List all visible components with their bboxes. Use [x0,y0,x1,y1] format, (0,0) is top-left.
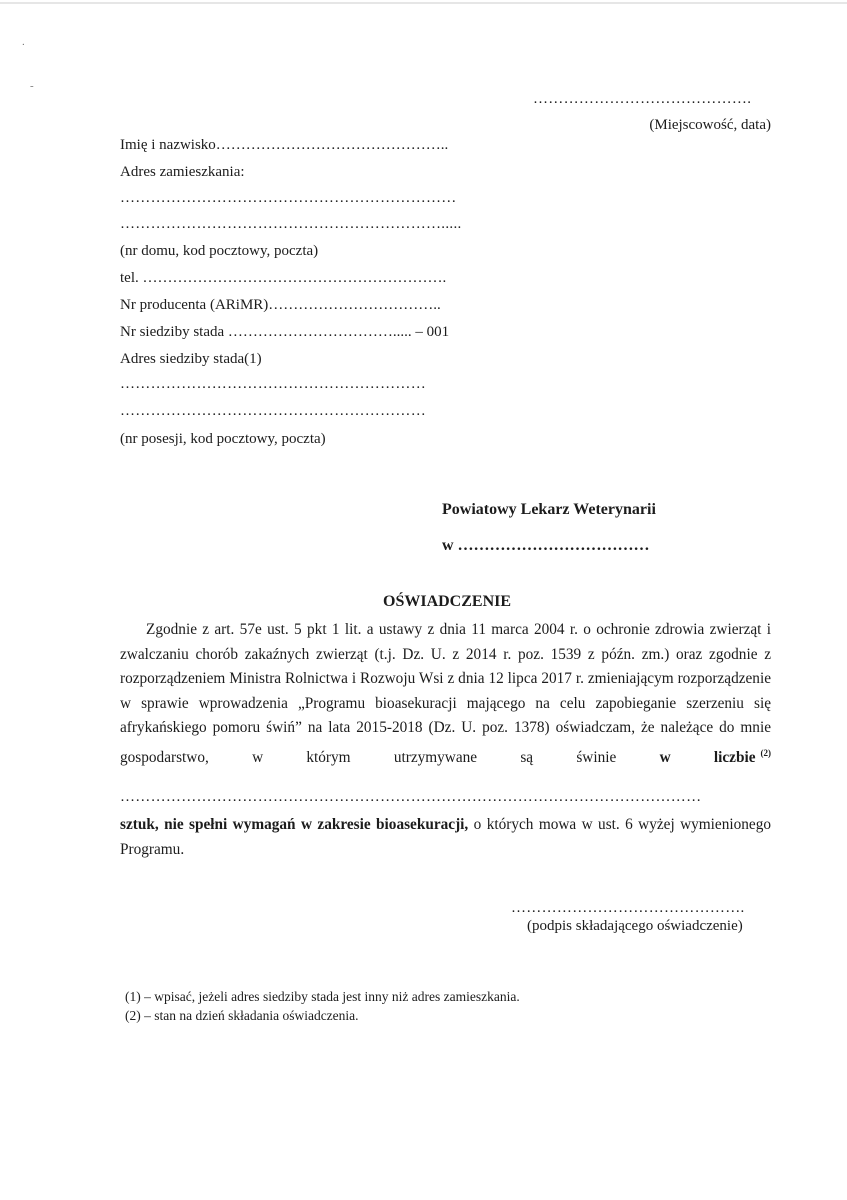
herd-address-field-line-2: …………………………………………………… [120,403,426,419]
scan-edge-line [0,2,847,4]
scan-mark: - [30,80,34,92]
address-field-line-1: ………………………………………………………… [120,190,457,206]
signature-label: (podpis składającego oświadczenie) [527,918,743,934]
footnote-2: (2) – stan na dzień składania oświadczenia. [125,1008,359,1023]
signature-field: ………………………………………. [511,900,745,916]
name-field: Imię i nazwisko……………………………………….. [120,137,449,153]
herd-address-label: Adres siedziby stada(1) [120,351,262,367]
document-heading: OŚWIADCZENIE [383,593,512,610]
count-label: w liczbie [659,748,756,766]
address-hint: (nr domu, kod pocztowy, poczta) [120,243,319,259]
place-date-field: ……………………………………. [533,91,752,107]
requirements-statement: sztuk, nie spełni wymagań w zakresie bioasekuracji, [120,816,469,833]
address-field-line-2: ………………………………………………………..... [120,216,462,232]
herd-number-field: Nr siedziby stada ……………………………..... – 001 [120,324,450,340]
place-date-label: (Miejscowość, data) [649,117,771,133]
herd-address-field-line-1: …………………………………………………… [120,376,426,392]
scan-mark: . [22,36,25,48]
recipient-title: Powiatowy Lekarz Weterynarii [442,501,656,518]
count-field: …………………………………………………………………………………………………… [120,789,702,805]
producer-number-field: Nr producenta (ARiMR)…………………………….. [120,297,441,313]
footnote-ref-2: (2) [760,747,771,758]
declaration-text: Zgodnie z art. 57e ust. 5 pkt 1 lit. a ustawy z dnia 11 marca 2004 r. o ochronie zdrowia zwierząt i zwalczaniu chorób zakaźnych zwierząt (t.j. Dz. U. z 2014 r. poz. 1539 z późn. zm.) oraz zgodnie z rozporządzeniem Ministra Rolnictwa i Rozwoju Wsi z dnia 12 lipca 2017 r. zmieniającym rozporządzenie w sprawie wprowadzenia „Programu bioasekuracji mającego na celu zapobieganie szerzeniu się afrykańskiego pomoru świń” na lata 2015-2018 (Dz. U. poz. 1378) oświadczam, że należące do mnie gospodarstwo, w którym utrzymywane są świnie [120,621,771,766]
herd-address-hint: (nr posesji, kod pocztowy, poczta) [120,431,326,447]
recipient-location-field: w ……………………………… [442,537,650,554]
phone-field: tel. ……………………………………………………. [120,270,447,286]
program-reference: o których mowa w ust. 6 wyżej wymienionego Programu. [120,816,772,858]
declaration-body [120,618,771,771]
address-label: Adres zamieszkania: [120,164,245,180]
footnote-1: (1) – wpisać, jeżeli adres siedziby stada jest inny niż adres zamieszkania. [125,989,520,1004]
declaration-conclusion [120,813,771,862]
